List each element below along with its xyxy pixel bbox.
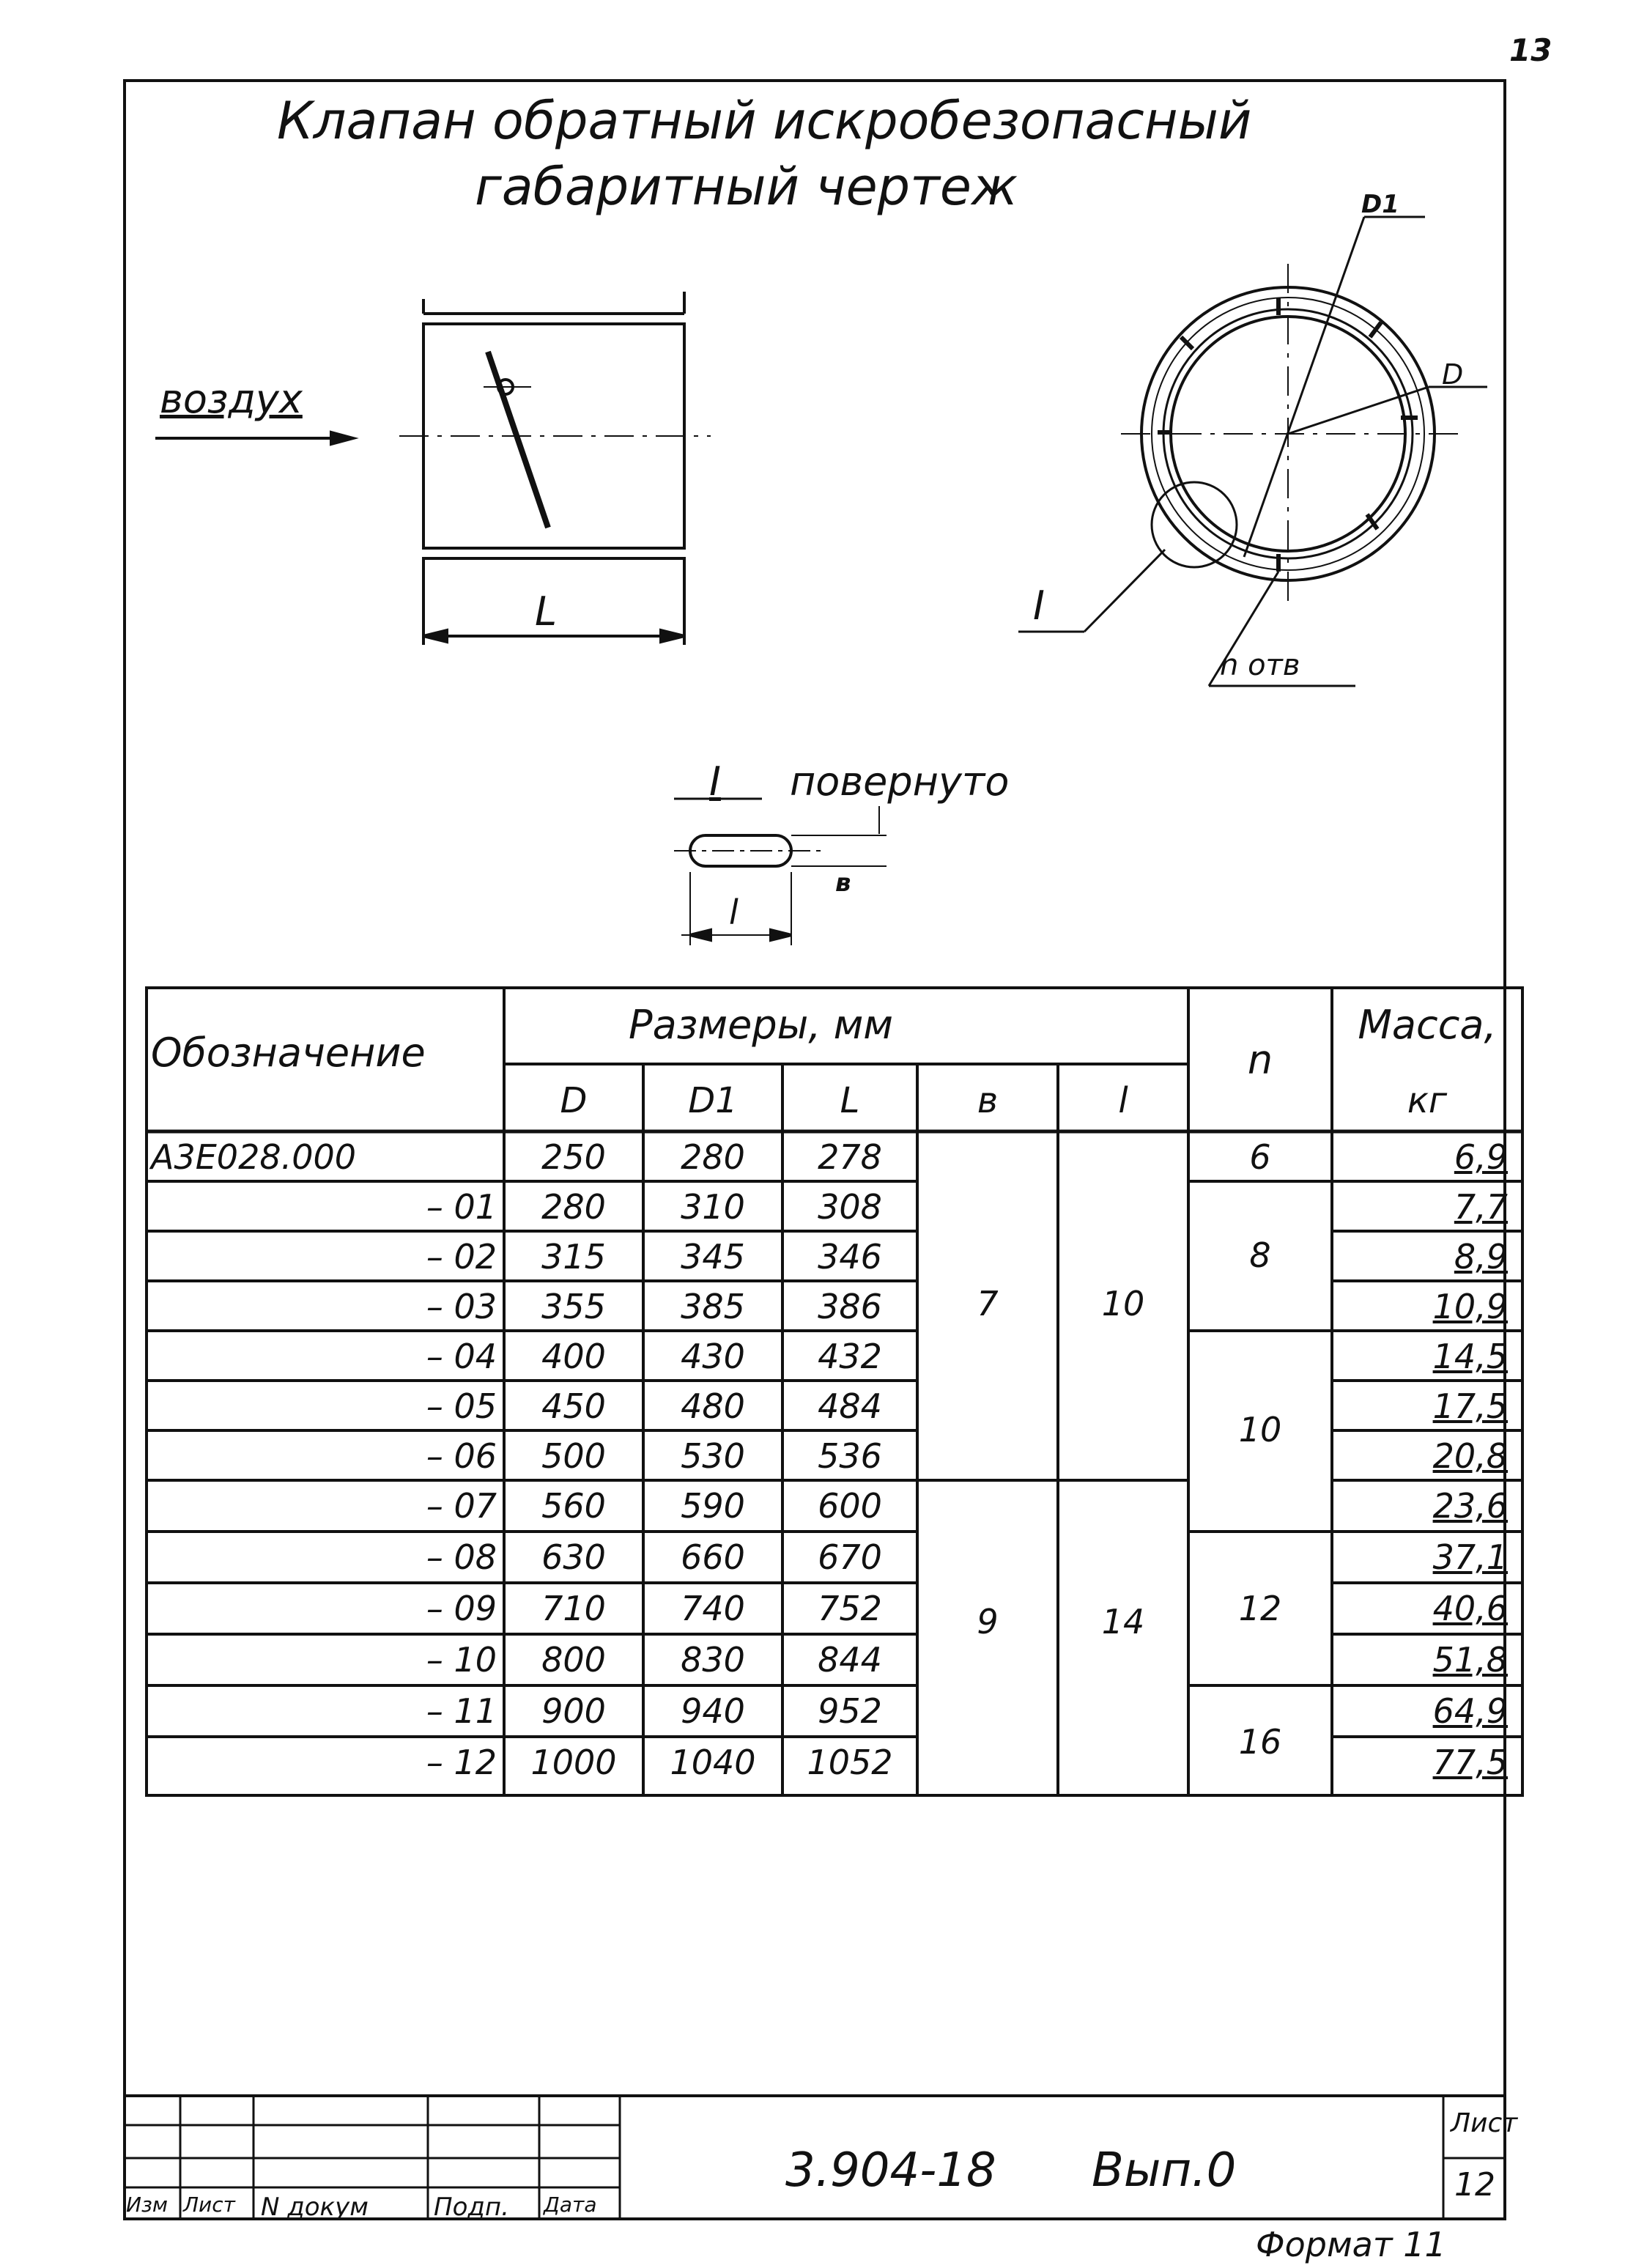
- sheet-number: 12: [1454, 2166, 1495, 2204]
- page-number: 13: [1509, 32, 1552, 68]
- flange-diameter-label: D1: [1361, 190, 1399, 219]
- header-sizes: Размеры, мм: [629, 1002, 894, 1048]
- group-l-1: 10: [1101, 1284, 1145, 1323]
- document-code: 3.904-18: [785, 2143, 996, 2198]
- slot-width-label: в: [835, 868, 851, 898]
- row-designation: – 02: [426, 1237, 497, 1277]
- row-D: 250: [541, 1137, 606, 1177]
- inner-diameter-label: D: [1442, 358, 1464, 391]
- row-designation: – 12: [426, 1743, 497, 1782]
- group-n-4: 12: [1238, 1589, 1282, 1628]
- row-L: 346: [818, 1237, 882, 1277]
- slot-length-label: l: [729, 893, 739, 932]
- row-designation: – 06: [426, 1436, 497, 1476]
- row-mass: 10,9: [1432, 1287, 1508, 1326]
- row-D: 400: [541, 1337, 606, 1376]
- row-L: 432: [818, 1337, 882, 1376]
- row-mass: 23,6: [1432, 1486, 1508, 1526]
- row-D1: 660: [681, 1537, 745, 1577]
- detail-circle: [1152, 482, 1237, 567]
- row-mass: 6,9: [1454, 1137, 1508, 1177]
- row-L: 600: [818, 1486, 882, 1526]
- row-D1: 1040: [670, 1743, 756, 1782]
- group-n-1: 6: [1249, 1137, 1271, 1177]
- row-D: 710: [541, 1589, 606, 1628]
- row-designation: – 03: [426, 1287, 497, 1326]
- group-b-2: 9: [977, 1602, 999, 1641]
- row-D1: 740: [681, 1589, 745, 1628]
- row-mass: 7,7: [1454, 1187, 1508, 1227]
- row-D1: 310: [681, 1187, 745, 1227]
- row-L: 752: [818, 1589, 882, 1628]
- air-label: воздух: [160, 376, 303, 422]
- row-mass: 51,8: [1432, 1640, 1508, 1680]
- tb-izm: Изм: [126, 2193, 168, 2217]
- row-mass: 37,1: [1432, 1537, 1508, 1577]
- row-D: 450: [541, 1386, 606, 1426]
- row-D1: 280: [681, 1137, 745, 1177]
- row-D: 355: [541, 1287, 606, 1326]
- row-mass: 17,5: [1432, 1386, 1508, 1426]
- issue-number: Вып.0: [1092, 2143, 1237, 2198]
- row-designation: – 01: [426, 1187, 497, 1227]
- row-mass: 40,6: [1432, 1589, 1508, 1628]
- row-L: 308: [818, 1187, 882, 1227]
- row-L: 670: [818, 1537, 882, 1577]
- detail-callout-label: I: [1033, 583, 1045, 629]
- row-D: 800: [541, 1640, 606, 1680]
- row-D: 630: [541, 1537, 606, 1577]
- header-n: n: [1247, 1037, 1273, 1083]
- row-D1: 830: [681, 1640, 745, 1680]
- tb-ndoc: N докум: [261, 2193, 369, 2222]
- row-designation: – 09: [426, 1589, 497, 1628]
- row-L: 278: [818, 1137, 882, 1177]
- format-label: Формат 11: [1256, 2225, 1446, 2264]
- flap-plate: [488, 352, 548, 528]
- row-designation: – 08: [426, 1537, 497, 1577]
- group-n-2: 8: [1249, 1235, 1271, 1275]
- sheet-label: Лист: [1451, 2108, 1518, 2138]
- row-designation: А3Е028.000: [151, 1137, 357, 1177]
- header-designation: Обозначение: [151, 1030, 426, 1076]
- row-designation: – 10: [426, 1640, 497, 1680]
- group-l-2: 14: [1101, 1602, 1145, 1641]
- header-mass-2: кг: [1407, 1080, 1448, 1121]
- row-D: 900: [541, 1691, 606, 1731]
- header-D: D: [560, 1080, 588, 1121]
- row-designation: – 05: [426, 1386, 497, 1426]
- row-mass: 14,5: [1432, 1337, 1508, 1376]
- row-mass: 77,5: [1432, 1743, 1508, 1782]
- row-D1: 385: [681, 1287, 745, 1326]
- row-D1: 480: [681, 1386, 745, 1426]
- row-designation: – 11: [426, 1691, 497, 1731]
- row-designation: – 07: [426, 1486, 497, 1526]
- length-dimension-label: L: [535, 588, 558, 635]
- row-L: 1052: [807, 1743, 893, 1782]
- row-L: 952: [818, 1691, 882, 1731]
- group-b-1: 7: [977, 1284, 999, 1323]
- tb-data: Дата: [544, 2193, 597, 2217]
- row-D1: 590: [681, 1486, 745, 1526]
- row-D1: 530: [681, 1436, 745, 1476]
- row-D1: 430: [681, 1337, 745, 1376]
- row-D1: 345: [681, 1237, 745, 1277]
- row-L: 484: [818, 1386, 882, 1426]
- row-mass: 20,8: [1432, 1436, 1508, 1476]
- row-mass: 64,9: [1432, 1691, 1508, 1731]
- header-l: l: [1118, 1080, 1128, 1121]
- header-mass-1: Масса,: [1358, 1002, 1497, 1048]
- row-L: 844: [818, 1640, 882, 1680]
- title-line-2: габаритный чертеж: [475, 157, 1018, 217]
- row-L: 386: [818, 1287, 882, 1326]
- row-D: 560: [541, 1486, 606, 1526]
- holes-count-label: n отв: [1220, 649, 1300, 682]
- tb-podp: Подп.: [434, 2193, 509, 2222]
- header-b: в: [977, 1080, 999, 1121]
- row-designation: – 04: [426, 1337, 497, 1376]
- row-D: 280: [541, 1187, 606, 1227]
- row-D: 315: [541, 1237, 606, 1277]
- header-L: L: [840, 1080, 860, 1121]
- title-line-1: Клапан обратный искробезопасный: [277, 91, 1252, 151]
- row-D: 1000: [530, 1743, 617, 1782]
- row-mass: 8,9: [1454, 1237, 1508, 1277]
- tb-list: Лист: [183, 2193, 235, 2217]
- row-D: 500: [541, 1436, 606, 1476]
- header-D1: D1: [688, 1080, 738, 1121]
- row-L: 536: [818, 1436, 882, 1476]
- detail-view-title: повернуто: [790, 758, 1010, 805]
- group-n-5: 16: [1238, 1722, 1282, 1762]
- row-D1: 940: [681, 1691, 745, 1731]
- detail-view-label: I: [709, 758, 721, 805]
- group-n-3: 10: [1238, 1410, 1282, 1449]
